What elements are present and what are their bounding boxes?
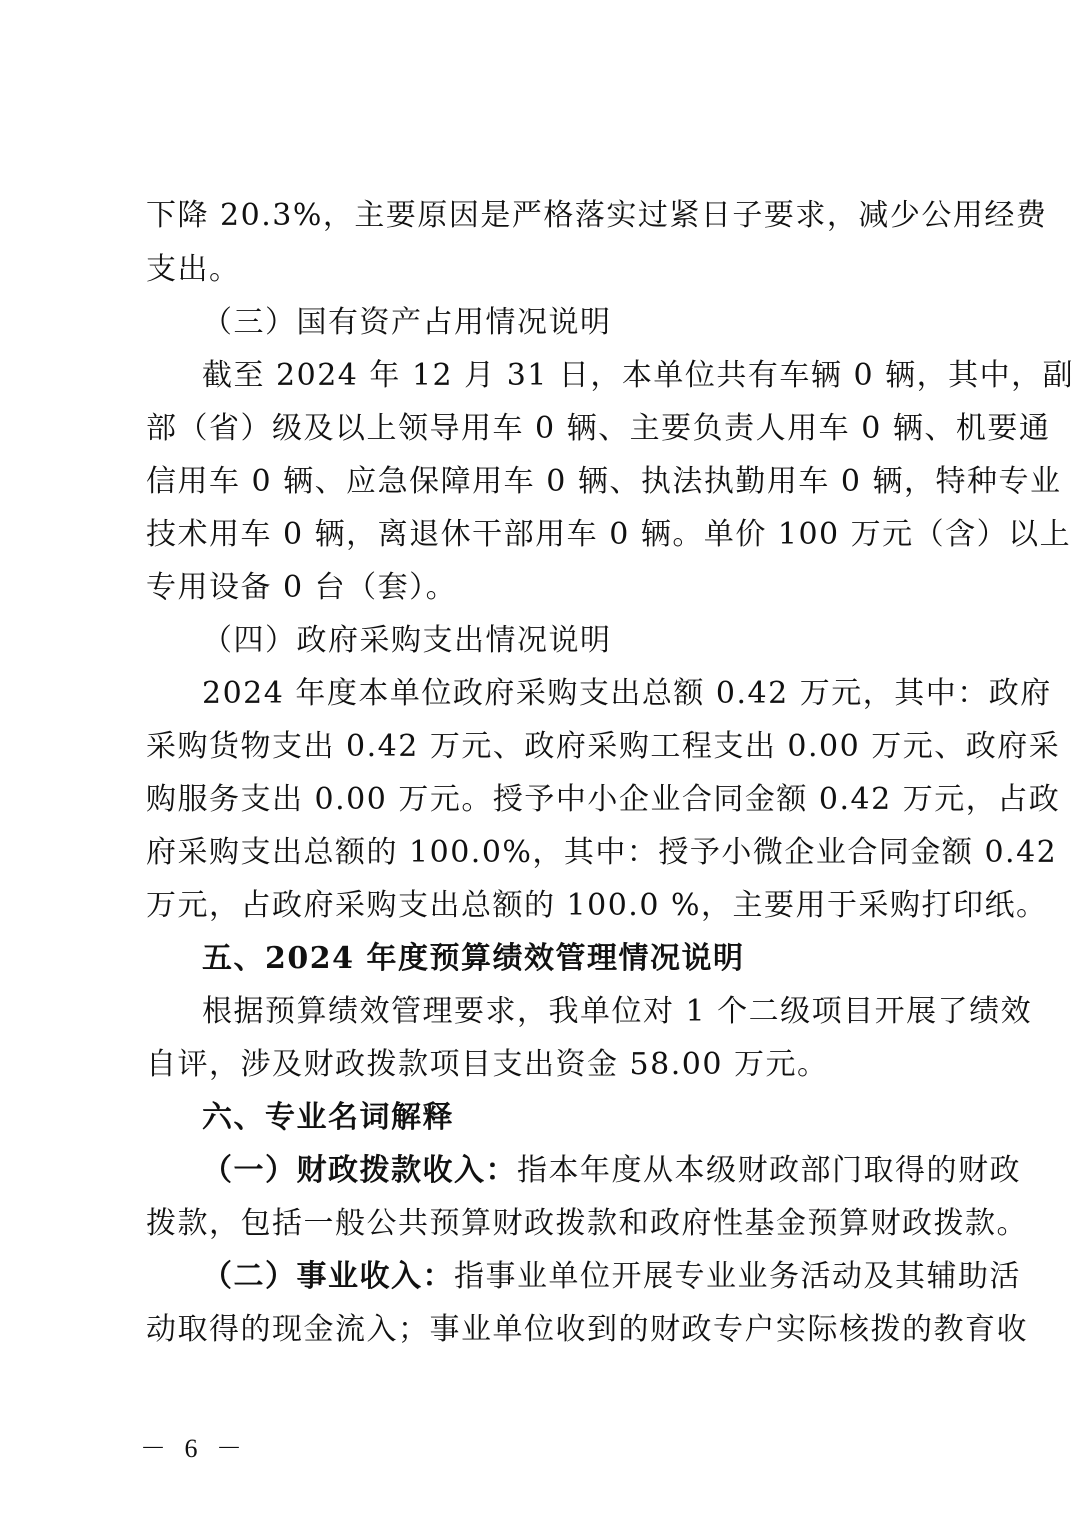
section-heading-procurement: （四）政府采购支出情况说明	[202, 623, 612, 658]
body-text-line: 信用车 0 辆、应急保障用车 0 辆、执法执勤用车 0 辆，特种专业	[146, 464, 1062, 499]
term-definition-line	[202, 1151, 1021, 1191]
body-text-line: 动取得的现金流入；事业单位收到的财政专户实际核拨的教育收	[146, 1312, 1028, 1347]
body-text-line: 专用设备 0 台（套）。	[146, 570, 458, 605]
term-business-income: （二）事业收入：	[202, 1259, 454, 1294]
body-text-line: 采购货物支出 0.42 万元、政府采购工程支出 0.00 万元、政府采	[146, 729, 1061, 764]
body-text-line: 根据预算绩效管理要求，我单位对 1 个二级项目开展了绩效	[202, 994, 1033, 1029]
body-text-line: 自评，涉及财政拨款项目支出资金 58.00 万元。	[146, 1047, 829, 1082]
body-text-line: 支出。	[146, 252, 241, 287]
body-text-line: 万元，占政府采购支出总额的 100.0 %，主要用于采购打印纸。	[146, 888, 1048, 923]
section-heading-performance: 五、2024 年度预算绩效管理情况说明	[202, 941, 745, 976]
term-fiscal-allocation: （一）财政拨款收入：	[202, 1153, 517, 1188]
body-text-line: 2024 年度本单位政府采购支出总额 0.42 万元，其中：政府	[202, 676, 1052, 711]
term-definition-text: 指事业单位开展专业业务活动及其辅助活	[454, 1259, 1021, 1294]
body-text-line: 技术用车 0 辆，离退休干部用车 0 辆。单价 100 万元（含）以上	[146, 517, 1072, 552]
section-heading-terms: 六、专业名词解释	[202, 1100, 454, 1135]
body-text-line: 下降 20.3%，主要原因是严格落实过紧日子要求，减少公用经费	[146, 198, 1048, 233]
section-heading-assets: （三）国有资产占用情况说明	[202, 305, 612, 340]
page-number: － 6 －	[140, 1434, 249, 1463]
term-definition-line	[202, 1257, 1021, 1297]
body-text-line: 拨款，包括一般公共预算财政拨款和政府性基金预算财政拨款。	[146, 1206, 1028, 1241]
body-text-line: 截至 2024 年 12 月 31 日，本单位共有车辆 0 辆，其中，副	[202, 358, 1075, 393]
body-text-line: 部（省）级及以上领导用车 0 辆、主要负责人用车 0 辆、机要通	[146, 411, 1051, 446]
body-text-line: 府采购支出总额的 100.0%，其中：授予小微企业合同金额 0.42	[146, 835, 1058, 870]
term-definition-text: 指本年度从本级财政部门取得的财政	[517, 1153, 1021, 1188]
body-text-line: 购服务支出 0.00 万元。授予中小企业合同金额 0.42 万元，占政	[146, 782, 1061, 817]
